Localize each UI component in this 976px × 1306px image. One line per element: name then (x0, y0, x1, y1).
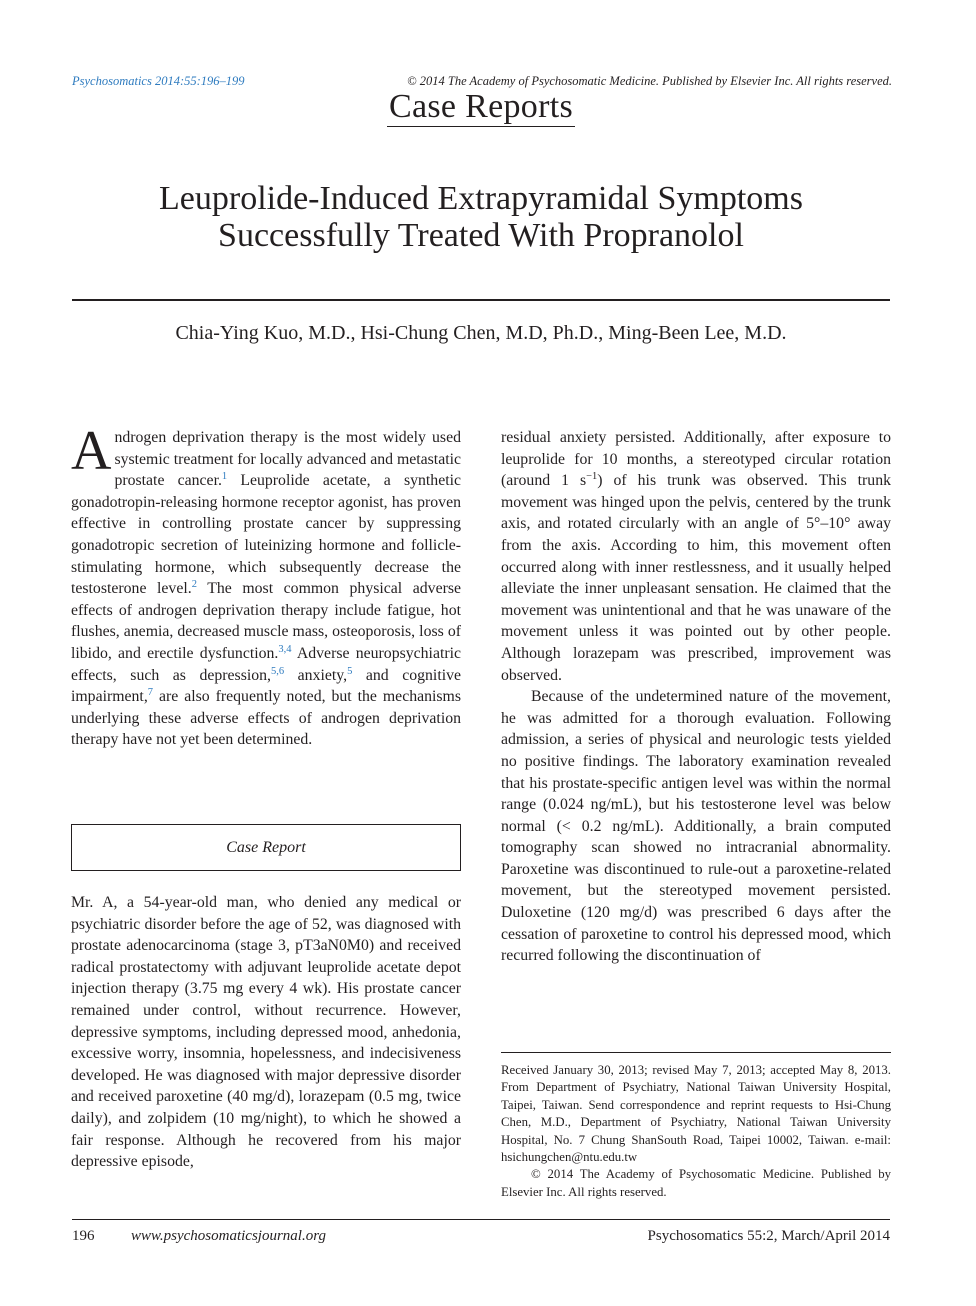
intro-text-3: The most common physical adverse effects of androgen deprivation therapy include fatigue, hot flushes, anemia, decreased muscle mass, osteoporosis, loss of libido, and erectile dysfunction. (71, 580, 461, 662)
article-title (72, 180, 890, 254)
right-column (501, 427, 891, 967)
section-heading (0, 88, 962, 126)
issue-info: Psychosomatics 55:2, March/April 2014 (647, 1228, 890, 1244)
journal-url[interactable]: www.psychosomaticsjournal.org (131, 1228, 327, 1244)
citation-ref-5-6[interactable]: 5,6 (271, 665, 285, 677)
superscript-minus-one: −1 (586, 471, 598, 483)
footnote-copyright: © 2014 The Academy of Psychosomatic Medicine. Published by Elsevier Inc. All rights reserved. (501, 1167, 891, 1199)
citation-ref-7[interactable]: 7 (147, 687, 154, 699)
title-line-2: Successfully Treated With Propranolol (218, 217, 744, 254)
citation-ref-5[interactable]: 5 (347, 665, 353, 677)
intro-text-2: Leuprolide acetate, a synthetic gonadotropin-releasing hormone receptor agonist, has proven effective in controlling prostate cancer by suppressing gonadotropic secretion of luteinizing hormone and follicle-stimulating hormone, which subsequently decrease the testosterone level. (71, 472, 461, 598)
intro-text-7: are also frequently noted, but the mechanisms underlying these adverse effects of androgen deprivation therapy have not yet been determined. (71, 688, 461, 749)
intro-text-1: ndrogen deprivation therapy is the most widely used systemic treatment for locally advanced and metastatic prostate cancer. (114, 429, 461, 490)
right-paragraph-1 (501, 427, 891, 686)
title-rule (72, 299, 890, 301)
footnote-received: Received January 30, 2013; revised May 7, 2013; accepted May 8, 2013. From Department of Psychiatry, National Taiwan University Hospital, Taipei, Taiwan. Send correspondence and reprint requests to Hsi-Chung Chen, M.D., Department of Psychiatry, National Taiwan University Hospital, No. 7 Chung ShanSouth Road, Taipei 10002, Taiwan. e-mail: hsichungchen@ntu.edu.tw (501, 1063, 891, 1165)
citation-ref-1[interactable]: 1 (221, 471, 228, 483)
right-text-1a: residual anxiety persisted. Additionally, after exposure to leuprolide for 10 months, a stereotyped circular rotation (around 1 s (501, 429, 891, 490)
header-copyright: © 2014 The Academy of Psychosomatic Medicine. Published by Elsevier Inc. All rights reserved. (407, 74, 892, 88)
section-heading-text: Case Reports (389, 88, 573, 125)
journal-reference[interactable]: Psychosomatics 2014:55:196–199 (72, 74, 245, 88)
case-report-heading-box (71, 824, 461, 871)
intro-column (71, 420, 462, 751)
intro-paragraph (71, 420, 462, 751)
footnote (501, 1062, 891, 1201)
title-line-1: Leuprolide-Induced Extrapyramidal Symptoms (159, 180, 803, 217)
author-list: Chia-Ying Kuo, M.D., Hsi-Chung Chen, M.D, Ph.D., Ming-Been Lee, M.D. (175, 322, 787, 344)
case-report-column (71, 892, 461, 1173)
citation-ref-3-4[interactable]: 3,4 (278, 643, 292, 655)
case-paragraph-1: Mr. A, a 54-year-old man, who denied any medical or psychiatric disorder before the age of 52, was diagnosed with prostate adenocarcinoma (stage 3, pT3aN0M0) and received radical prostatectomy with adjuvant leuprolide acetate depot injection therapy (3.75 mg every 4 wk). His prostate cancer remained under control, without recurrence. However, depressive symptoms, including depressed mood, anhedonia, excessive worry, insomnia, hopelessness, and indecisiveness developed. He was diagnosed with major depressive disorder and received paroxetine (40 mg/d), lorazepam (0.5 mg, twice daily), and zolpidem (10 mg/night), to which he showed a fair response. Although he recovered from his major depressive episode, (71, 894, 461, 1171)
page-number: 196 (72, 1228, 95, 1244)
drop-cap: A (71, 420, 112, 482)
intro-text-5: anxiety, (284, 666, 348, 684)
footnote-rule (501, 1052, 891, 1053)
intro-text-6: and cognitive impairment, (71, 666, 462, 706)
case-report-heading: Case Report (226, 838, 306, 856)
right-text-1b: ) of his trunk was observed. This trunk movement was hinged upon the pelvis, centered by the trunk axis, and rotated circularly with an angle of 5°–10° away from the axis. According to him, this movement often occurred along with inner restlessness, and it usually helped alleviate the inner unpleasant sensation. He claimed that the movement was unintentional and that he was unaware of the movement unless it was pointed out by other people. Although lorazepam was prescribed, improvement was observed. (501, 472, 891, 684)
footer-rule (72, 1219, 890, 1220)
intro-text-4: Adverse neuropsychiatric effects, such as depression, (71, 644, 461, 684)
citation-ref-2[interactable]: 2 (191, 579, 197, 591)
right-paragraph-2: Because of the undetermined nature of the movement, he was admitted for a thorough evaluation. Following admission, a series of physical and neurologic tests yielded no positive findings. The laboratory examination revealed that his prostate-specific antigen level was within the normal range (0.024 ng/mL), but his testosterone level was below normal (< 0.2 ng/mL). Additionally, a brain computed tomography scan showed no intracranial abnormality. Paroxetine was discontinued to rule-out a paroxetine-related movement, but the stereotyped movement persisted. Duloxetine (120 mg/d) was prescribed 6 days after the cessation of paroxetine to control his depressed mood, which recurred following the discontinuation of (501, 688, 891, 965)
